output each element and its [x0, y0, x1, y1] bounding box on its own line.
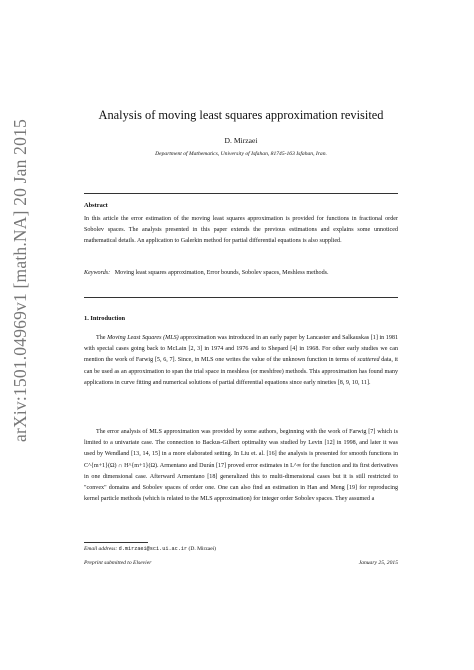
arxiv-margin-stamp: [2, 60, 38, 500]
paper-title: Analysis of moving least squares approximation revisited: [98, 108, 384, 122]
author-affiliation: Department of Mathematics, University of Isfahan, 81745-163 Isfahan, Iran.: [155, 151, 327, 157]
footnote-rule: [84, 542, 148, 543]
abstract-text: In this article the error estimation of the moving least squares approximation is provided for functions in fractional order Sobolev spaces. The analysis presented in this paper extends the previous estimations and explains some unnoticed mathematical details. An application to Galerkin method for partial differential equations is also supplied.: [84, 216, 398, 245]
p1-part-c: data, it can be used as an approximation to span the trial space in meshless (or meshfree) methods. This approximation has found many applications in curve fitting and numerical solutions of partial differential equations since early nineties [8, 9, 10, 11].: [84, 357, 398, 386]
keywords-label: Keywords:: [84, 270, 111, 276]
intro-paragraph-2: The error analysis of MLS approximation was provided by some authors, beginning with the work of Farwig [7] which is limited to a univariate case. The connection to Backus-Gilbert optimality was studied by Levin [12] in 1998, and later it was used by Wendland [13, 14, 15] in a more elaborated setting. In Liu et. al. [16] the analysis is presented for smooth functions in C^{m+1}(Ω) ∩ H^{m+1}(Ω). Armentano and Durán [17] proved error estimates in L^∞ for the function and its first derivatives in one dimensional case. Afterward Armentano [18] generalized this to multi-dimensional cases but it is still restricted to "convex" domains and Sobolev spaces of order one. One can also find an estimation in Han and Meng [19] for reproducing kernel particle methods (which is related to the MLS approximation) for integer order Sobolev spaces. They assumed a: [84, 429, 398, 503]
email-label: Email address:: [84, 546, 118, 552]
abstract-bottom-rule: [84, 297, 398, 298]
arxiv-identifier: arXiv:1501.04969v1 [math.NA] 20 Jan 2015: [9, 118, 30, 442]
abstract-heading: Abstract: [84, 202, 108, 209]
p1-emphasis-mls: Moving Least Squares (MLS): [107, 335, 179, 341]
email-owner: (D. Mirzaei): [188, 546, 217, 552]
preprint-date: January 25, 2015: [358, 560, 398, 566]
author-name: D. Mirzaei: [224, 136, 258, 145]
email-address: d.mirzaei@sci.ui.ac.ir: [118, 546, 188, 552]
keywords: [84, 268, 398, 279]
intro-paragraph-1: [84, 333, 398, 389]
p1-part-b: approximation was introduced in an early paper by Lancaster and Salkauskas [1] in 1981 with special cases going back to McLain [2, 3] in 1974 and 1976 and to Shepard [4] in 1968. For other early studies we can mention the work of Farwig [5, 6, 7]. Since, in MLS one writes the value of the unknown function in terms of: [84, 335, 398, 364]
keywords-list: Moving least squares approximation, Error bounds, Sobolev spaces, Meshless methods.: [114, 270, 329, 276]
p1-emphasis-scattered: scattered: [357, 357, 380, 364]
p1-part-a: The: [96, 335, 108, 341]
paper-page: [84, 0, 398, 670]
preprint-note: Preprint submitted to Elsevier: [84, 560, 152, 566]
footnote-email: [84, 546, 216, 552]
section-heading-introduction: 1. Introduction: [84, 315, 126, 322]
abstract-top-rule: [84, 193, 398, 194]
